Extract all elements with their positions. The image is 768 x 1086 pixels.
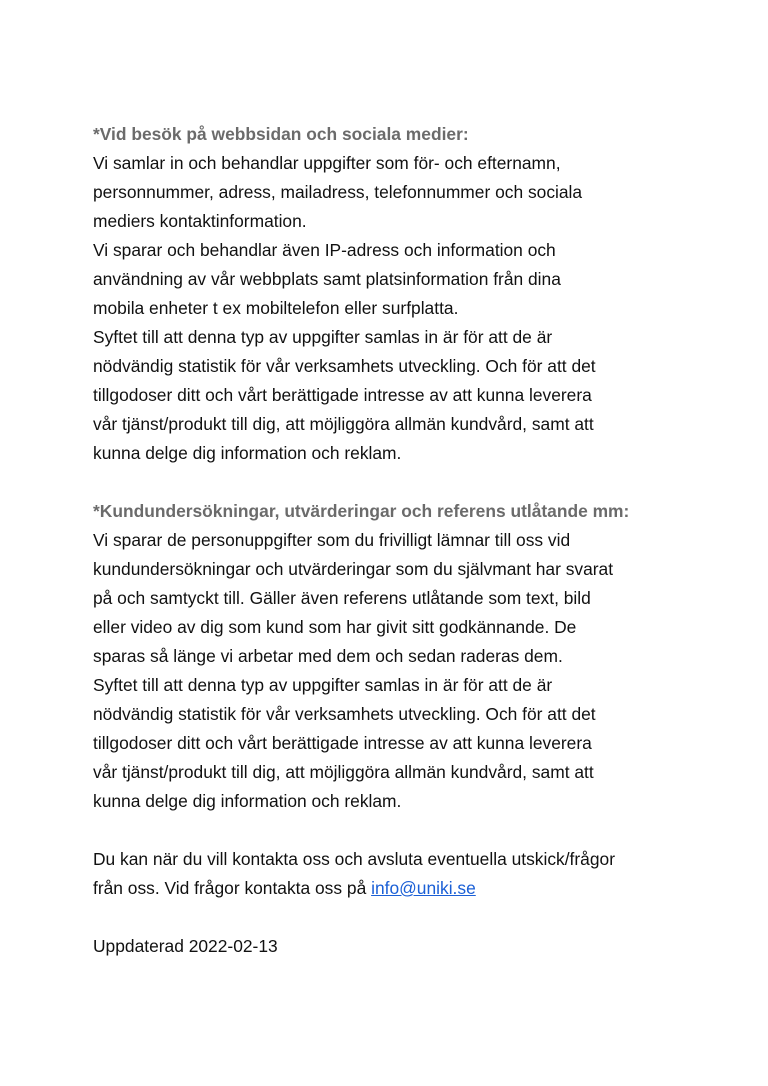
section-heading: *Vid besök på webbsidan och sociala medier:	[93, 124, 469, 144]
paragraph-line: kunna delge dig information och reklam.	[93, 791, 402, 811]
section-website-social-media	[93, 120, 693, 468]
paragraph-line: vår tjänst/produkt till dig, att möjliggöra allmän kundvård, samt att	[93, 762, 594, 782]
paragraph-line: kunna delge dig information och reklam.	[93, 443, 402, 463]
document-page	[93, 120, 693, 961]
paragraph-line: Vi sparar de personuppgifter som du frivilligt lämnar till oss vid	[93, 530, 571, 550]
section-contact	[93, 845, 693, 903]
paragraph-line: eller video av dig som kund som har givit sitt godkännande. De	[93, 617, 577, 637]
paragraph-line: personnummer, adress, mailadress, telefonnummer och sociala	[93, 182, 583, 202]
contact-prefix: från oss. Vid frågor kontakta oss på	[93, 878, 372, 898]
paragraph-line: tillgodoser ditt och vårt berättigade intresse av att kunna leverera	[93, 733, 592, 753]
section-heading: *Kundundersökningar, utvärderingar och referens utlåtande mm:	[93, 501, 630, 521]
paragraph-line: mobila enheter t ex mobiltelefon eller surfplatta.	[93, 298, 459, 318]
paragraph-line: Vi sparar och behandlar även IP-adress och information och	[93, 240, 556, 260]
paragraph-line: på och samtyckt till. Gäller även referens utlåtande som text, bild	[93, 588, 591, 608]
spacer	[93, 816, 693, 845]
section-customer-surveys	[93, 497, 693, 816]
contact-line: Du kan när du vill kontakta oss och avsluta eventuella utskick/frågor	[93, 849, 615, 869]
updated-date: Uppdaterad 2022-02-13	[93, 936, 278, 956]
paragraph-line: mediers kontaktinformation.	[93, 211, 307, 231]
paragraph-line: användning av vår webbplats samt platsinformation från dina	[93, 269, 561, 289]
paragraph-line: Vi samlar in och behandlar uppgifter som för- och efternamn,	[93, 153, 561, 173]
email-link[interactable]: info@uniki.se	[371, 878, 476, 898]
paragraph-line: vår tjänst/produkt till dig, att möjliggöra allmän kundvård, samt att	[93, 414, 594, 434]
spacer	[93, 903, 693, 932]
contact-line-with-email	[93, 874, 693, 903]
paragraph-line: nödvändig statistik för vår verksamhets utveckling. Och för att det	[93, 704, 596, 724]
paragraph-line: tillgodoser ditt och vårt berättigade intresse av att kunna leverera	[93, 385, 592, 405]
paragraph-line: nödvändig statistik för vår verksamhets utveckling. Och för att det	[93, 356, 596, 376]
paragraph-line: sparas så länge vi arbetar med dem och sedan raderas dem.	[93, 646, 563, 666]
spacer	[93, 468, 693, 497]
paragraph-line: Syftet till att denna typ av uppgifter samlas in är för att de är	[93, 327, 553, 347]
paragraph-line: Syftet till att denna typ av uppgifter samlas in är för att de är	[93, 675, 553, 695]
paragraph-line: kundundersökningar och utvärderingar som du självmant har svarat	[93, 559, 614, 579]
